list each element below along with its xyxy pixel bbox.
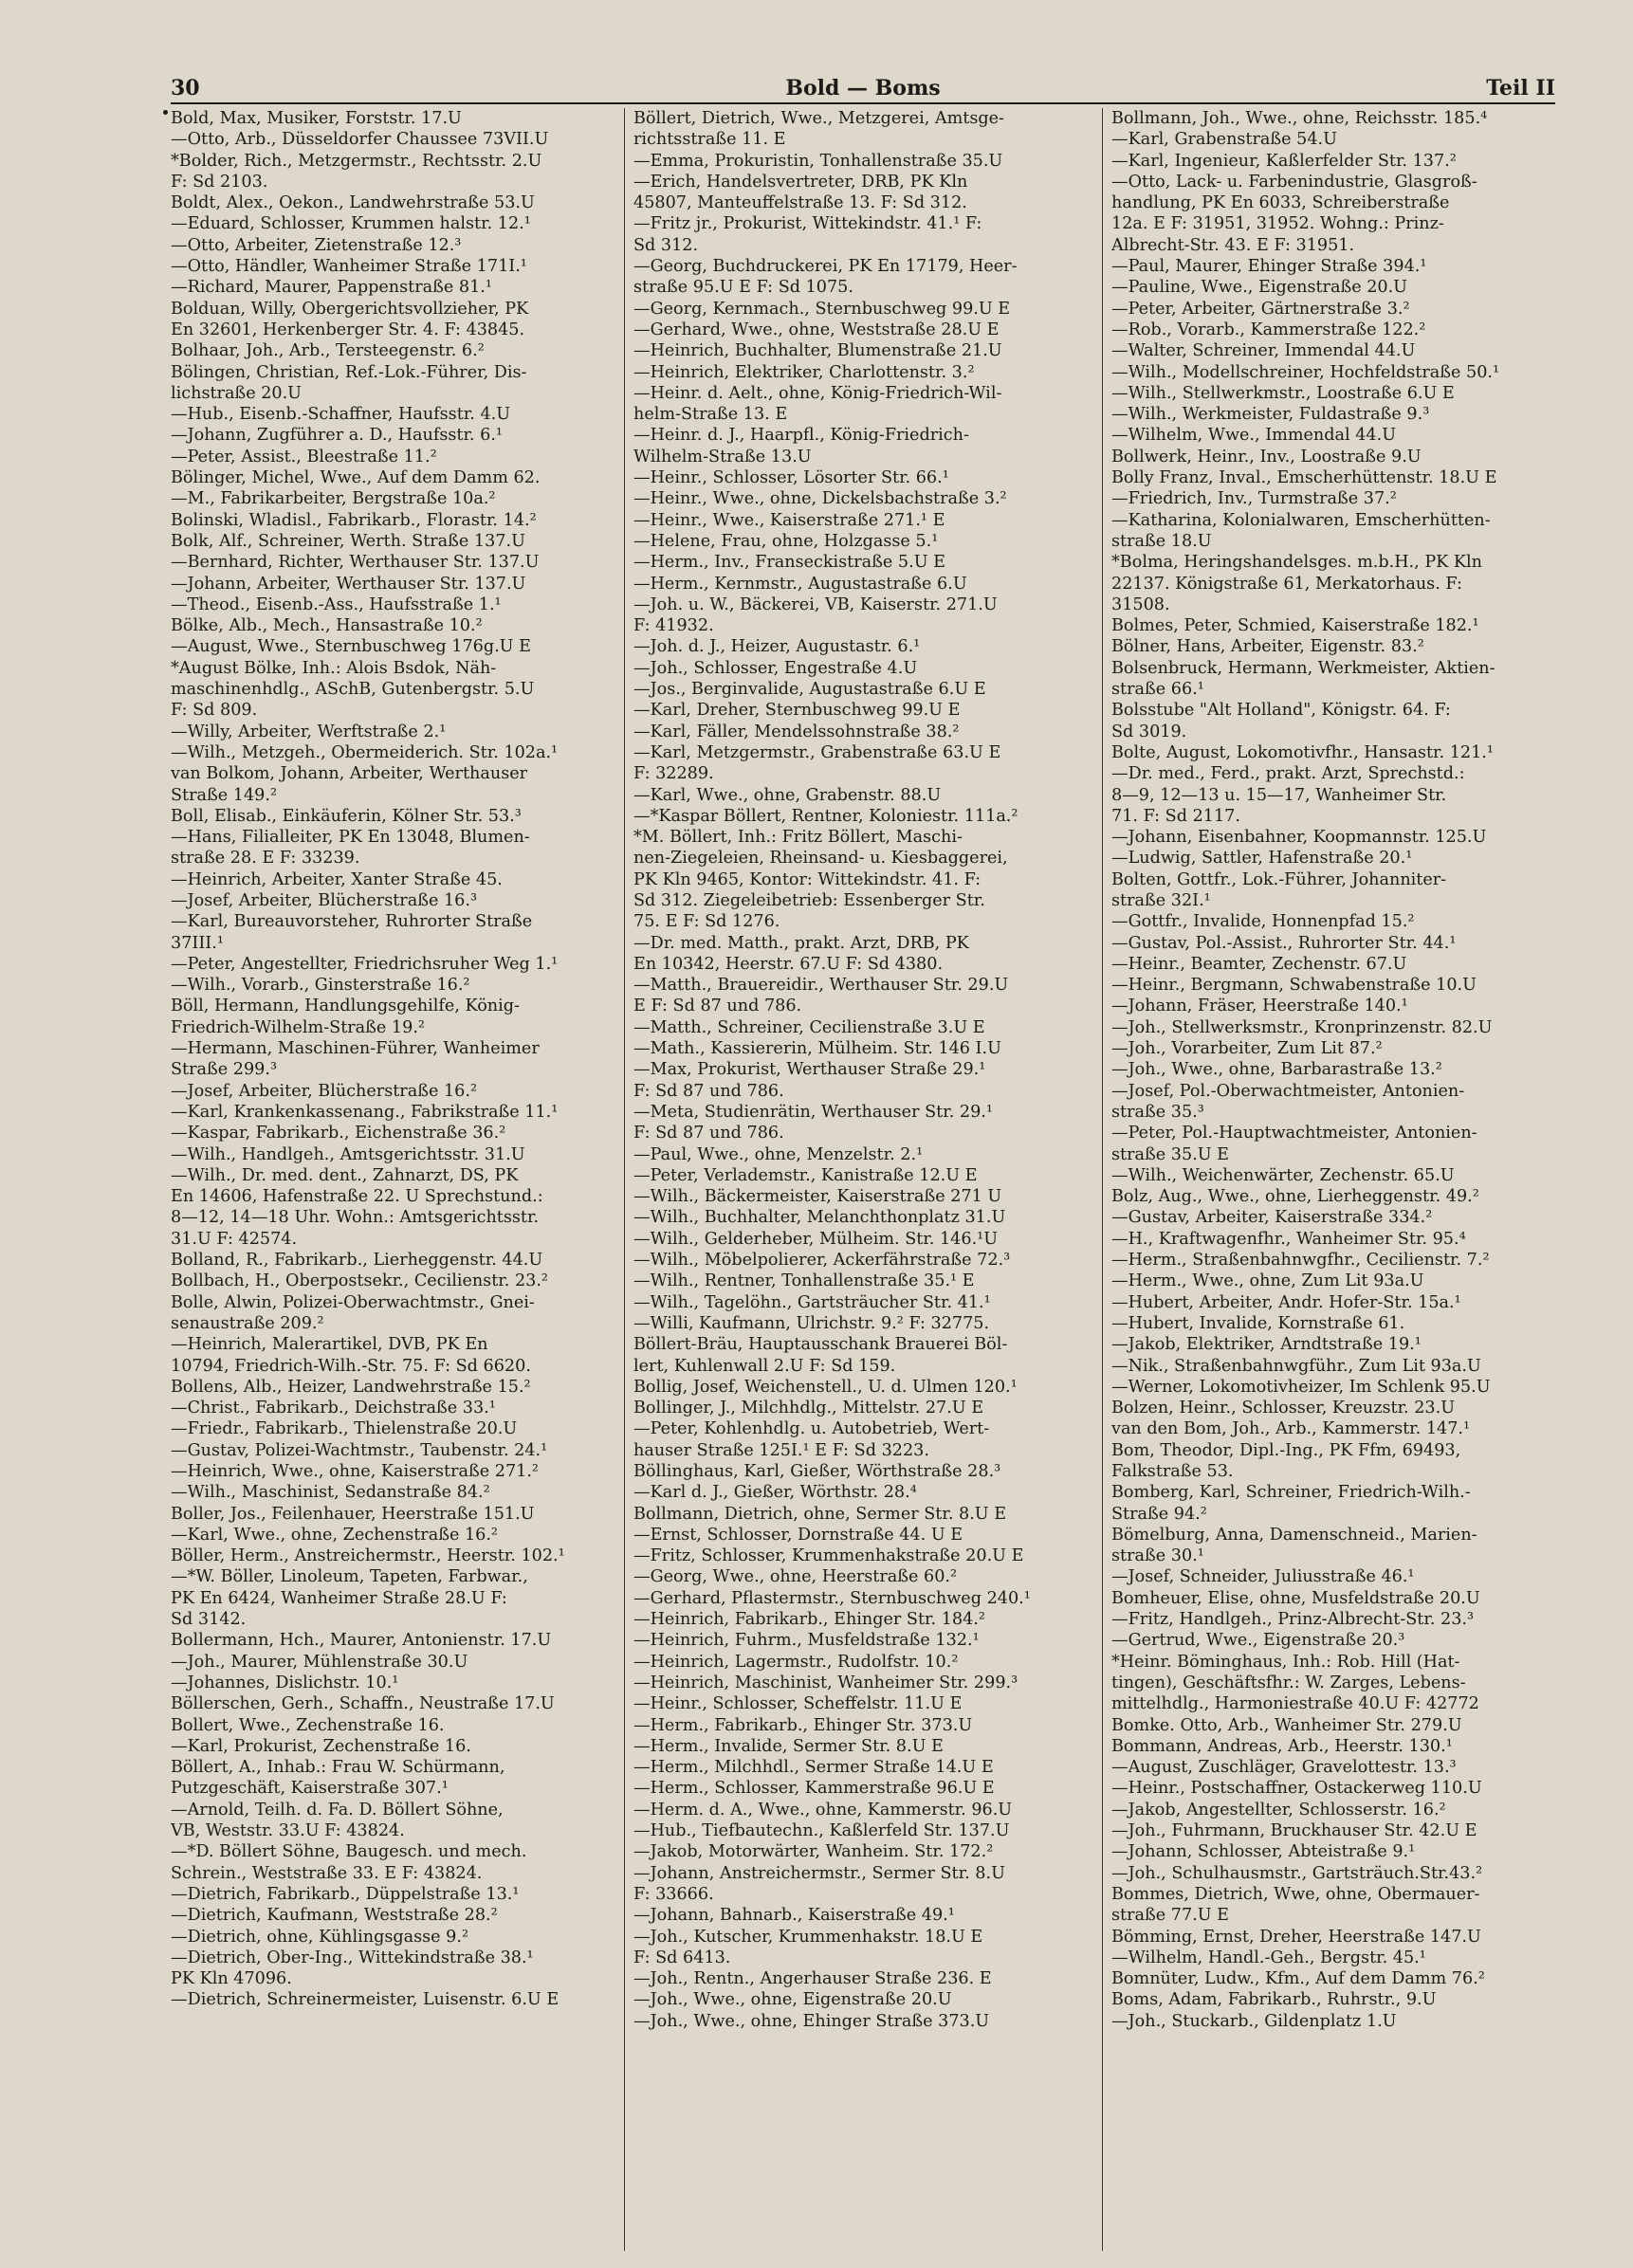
directory-line: —Theod., Eisenb.-Ass., Haufsstraße 1.¹ bbox=[171, 594, 502, 614]
directory-line: 8—12, 14—18 Uhr. Wohn.: Amtsgerichtsstr. bbox=[171, 1208, 540, 1228]
directory-line: —Johannes, Dislichstr. 10.¹ bbox=[171, 1673, 399, 1692]
directory-line: —Katharina, Kolonialwaren, Emscherhütten- bbox=[1111, 510, 1491, 530]
directory-line: —Matth., Schreiner, Cecilienstraße 3.U E bbox=[633, 1017, 985, 1037]
directory-line: —Wilhelm, Handl.-Geh., Bergstr. 45.¹ bbox=[1111, 1948, 1426, 1967]
directory-line: Boller, Jos., Feilenhauer, Heerstraße 151.U bbox=[171, 1504, 535, 1524]
directory-line: —Karl, Prokurist, Zechenstraße 16. bbox=[171, 1736, 471, 1756]
directory-line: F: 32289. bbox=[633, 764, 714, 784]
directory-line: Friedrich-Wilhelm-Straße 19.² bbox=[171, 1017, 425, 1037]
directory-line: —Georg, Kernmach., Sternbuschweg 99.U E bbox=[633, 299, 1011, 319]
directory-line: Bömelburg, Anna, Damenschneid., Marien- bbox=[1111, 1525, 1477, 1545]
directory-line: —Josef, Arbeiter, Blücherstraße 16.³ bbox=[171, 890, 477, 910]
directory-line: —Emma, Prokuristin, Tonhallenstraße 35.U bbox=[633, 151, 1003, 171]
directory-line: —Fritz, Schlosser, Krummenhakstraße 20.U E bbox=[633, 1546, 1024, 1566]
directory-line: —Herm., Straßenbahnwgfhr., Cecilienstr. 7.² bbox=[1111, 1251, 1490, 1271]
directory-line: —Heinrich, Maschinist, Wanheimer Str. 299.³ bbox=[633, 1673, 1018, 1692]
directory-line: E F: Sd 87 und 786. bbox=[633, 997, 802, 1016]
directory-line: —Otto, Arbeiter, Zietenstraße 12.³ bbox=[171, 235, 462, 255]
directory-line: van Bolkom, Johann, Arbeiter, Werthauser bbox=[171, 764, 528, 784]
directory-line: Falkstraße 53. bbox=[1111, 1462, 1234, 1481]
directory-line: —Wilh., Tagelöhn., Gartsträucher Str. 41.¹ bbox=[633, 1292, 991, 1312]
directory-line: —Josef, Pol.-Oberwachtmeister, Antonien- bbox=[1111, 1081, 1465, 1101]
directory-line: —Wilh., Maschinist, Sedanstraße 84.² bbox=[171, 1483, 490, 1503]
directory-line: —Joh., Schulhausmstr., Gartsträuch.Str.43.² bbox=[1111, 1863, 1483, 1883]
directory-line: 45807, Manteuffelstraße 13. F: Sd 312. bbox=[633, 193, 967, 213]
directory-line: —Karl, Fäller, Mendelssohnstraße 38.² bbox=[633, 722, 960, 741]
directory-line: Böllerschen, Gerh., Schaffn., Neustraße 17.U bbox=[171, 1694, 555, 1714]
directory-line: —Johann, Fräser, Heerstraße 140.¹ bbox=[1111, 997, 1408, 1016]
directory-line: —Joh., Wwe., ohne, Barbarastraße 13.² bbox=[1111, 1060, 1442, 1080]
directory-line: En 14606, Hafenstraße 22. U Sprechstund.: bbox=[171, 1187, 543, 1207]
directory-line: —Eduard, Schlosser, Krummen halstr. 12.¹ bbox=[171, 214, 531, 234]
directory-line: —Wilh., Rentner, Tonhallenstraße 35.¹ E bbox=[633, 1271, 975, 1291]
directory-line: *August Bölke, Inh.: Alois Bsdok, Näh- bbox=[171, 658, 497, 678]
directory-line: —Heinr. d. Aelt., ohne, König-Friedrich-Wil- bbox=[633, 383, 1002, 403]
directory-line: *M. Böllert, Inh.: Fritz Böllert, Maschi- bbox=[633, 828, 963, 848]
directory-line: —Karl, Ingenieur, Kaßlerfelder Str. 137.² bbox=[1111, 151, 1457, 171]
directory-line: Putzgeschäft, Kaiserstraße 307.¹ bbox=[171, 1779, 449, 1799]
directory-line: Bölingen, Christian, Ref.-Lok.-Führer, Dis- bbox=[171, 362, 527, 382]
directory-column-3 bbox=[1111, 108, 1557, 2253]
directory-line: Bölke, Alb., Mech., Hansastraße 10.² bbox=[171, 616, 483, 636]
directory-line: —Wilh., Buchhalter, Melanchthonplatz 31.U bbox=[633, 1208, 1006, 1228]
directory-line: —Gustav, Arbeiter, Kaiserstraße 334.² bbox=[1111, 1208, 1433, 1228]
directory-line: straße 32I.¹ bbox=[1111, 890, 1211, 910]
directory-line: Bölner, Hans, Arbeiter, Eigenstr. 83.² bbox=[1111, 637, 1424, 657]
directory-line: —Joh. d. J., Heizer, Augustastr. 6.¹ bbox=[633, 637, 921, 657]
directory-line: —Paul, Wwe., ohne, Menzelstr. 2.¹ bbox=[633, 1144, 924, 1164]
part-label: Teil II bbox=[1486, 76, 1555, 101]
directory-line: —Peter, Kohlenhdlg. u. Autobetrieb, Wert- bbox=[633, 1419, 990, 1439]
directory-line: —Josef, Arbeiter, Blücherstraße 16.² bbox=[171, 1081, 477, 1101]
directory-line: —Hermann, Maschinen-Führer, Wanheimer bbox=[171, 1039, 540, 1059]
directory-line: —Nik., Straßenbahnwgführ., Zum Lit 93a.U bbox=[1111, 1356, 1481, 1376]
directory-line: —Wilh., Bäckermeister, Kaiserstraße 271 U bbox=[633, 1187, 1002, 1207]
directory-line: PK Kln 9465, Kontor: Wittekindstr. 41. F: bbox=[633, 869, 982, 889]
directory-line: 8—9, 12—13 u. 15—17, Wanheimer Str. bbox=[1111, 785, 1447, 805]
directory-line: —Peter, Pol.-Hauptwachtmeister, Antonien- bbox=[1111, 1124, 1477, 1143]
directory-line: Böllinghaus, Karl, Gießer, Wörthstraße 28.³ bbox=[633, 1462, 1001, 1481]
directory-line: —Jos., Berginvalide, Augustastraße 6.U E bbox=[633, 680, 986, 700]
directory-line: Böllert-Bräu, Hauptausschank Brauerei Böl- bbox=[633, 1335, 1008, 1355]
directory-line: Bolinski, Wladisl., Fabrikarb., Florastr. 14.² bbox=[171, 510, 537, 530]
directory-line: —August, Zuschläger, Gravelottestr. 13.³ bbox=[1111, 1758, 1457, 1778]
directory-line: —Wilh., Modellschreiner, Hochfeldstraße 50.¹ bbox=[1111, 362, 1500, 382]
directory-line: Straße 299.³ bbox=[171, 1060, 278, 1080]
directory-line: —Joh., Fuhrmann, Bruckhauser Str. 42.U E bbox=[1111, 1821, 1477, 1841]
directory-line: —Hub., Tiefbautechn., Kaßlerfeld Str. 137.U bbox=[633, 1821, 1010, 1841]
directory-line: —Heinr., Schlosser, Scheffelstr. 11.U E bbox=[633, 1694, 963, 1714]
directory-line: —Paul, Maurer, Ehinger Straße 394.¹ bbox=[1111, 257, 1427, 277]
directory-line: —Johann, Anstreichermstr., Sermer Str. 8.U bbox=[633, 1863, 1005, 1883]
directory-line: Sd 3019. bbox=[1111, 722, 1187, 741]
directory-line: —Joh., Schlosser, Engestraße 4.U bbox=[633, 658, 918, 678]
directory-line: F: 33666. bbox=[633, 1884, 714, 1904]
column-divider bbox=[1102, 108, 1103, 2251]
directory-line: —Herm., Kernmstr., Augustastraße 6.U bbox=[633, 574, 967, 594]
directory-line: straße 35.U E bbox=[1111, 1144, 1229, 1164]
directory-line: —Heinrich, Buchhalter, Blumenstraße 21.U bbox=[633, 341, 1002, 361]
directory-line: —Wilh., Stellwerkmstr., Loostraße 6.U E bbox=[1111, 383, 1455, 403]
directory-line: —Fritz jr., Prokurist, Wittekindstr. 41.¹ F: bbox=[633, 214, 982, 234]
directory-line: —Hub., Eisenb.-Schaffner, Haufsstr. 4.U bbox=[171, 405, 511, 425]
directory-line: —Joh., Rentn., Angerhauser Straße 236. E bbox=[633, 1969, 992, 1989]
directory-line: Bolk, Alf., Schreiner, Werth. Straße 137.U bbox=[171, 531, 525, 551]
page-number: 30 bbox=[171, 76, 200, 101]
directory-line: —Heinrich, Lagermstr., Rudolfstr. 10.² bbox=[633, 1652, 959, 1672]
directory-line: —Herm., Invalide, Sermer Str. 8.U E bbox=[633, 1736, 944, 1756]
directory-line: 12a. E F: 31951, 31952. Wohng.: Prinz- bbox=[1111, 214, 1444, 234]
directory-line: —Erich, Handelsvertreter, DRB, PK Kln bbox=[633, 172, 968, 192]
directory-line: —Dietrich, ohne, Kühlingsgasse 9.² bbox=[171, 1927, 469, 1947]
directory-line: —Ernst, Schlosser, Dornstraße 44. U E bbox=[633, 1525, 963, 1545]
directory-line: Böllert, A., Inhab.: Frau W. Schürmann, bbox=[171, 1758, 505, 1778]
directory-line: —Josef, Schneider, Juliusstraße 46.¹ bbox=[1111, 1567, 1415, 1587]
directory-line: —Georg, Buchdruckerei, PK En 17179, Heer- bbox=[633, 257, 1018, 277]
directory-line: —Gerhard, Wwe., ohne, Weststraße 28.U E bbox=[633, 320, 1000, 339]
directory-line: Bölinger, Michel, Wwe., Auf dem Damm 62. bbox=[171, 468, 541, 488]
directory-line: —Peter, Arbeiter, Gärtnerstraße 3.² bbox=[1111, 299, 1410, 319]
directory-line: —Georg, Wwe., ohne, Heerstraße 60.² bbox=[633, 1567, 958, 1587]
directory-line: Wilhelm-Straße 13.U bbox=[633, 447, 812, 466]
directory-line: —Jakob, Motorwärter, Wanheim. Str. 172.² bbox=[633, 1842, 994, 1862]
directory-line: —Otto, Arb., Düsseldorfer Chaussee 73VII.U bbox=[171, 130, 549, 150]
directory-line: Bolsstube "Alt Holland", Königstr. 64. F: bbox=[1111, 701, 1451, 721]
directory-line: —Wilh., Vorarb., Ginsterstraße 16.² bbox=[171, 976, 470, 996]
directory-line: —Heinr., Postschaffner, Ostackerweg 110.U bbox=[1111, 1779, 1482, 1799]
directory-line: straße 18.U bbox=[1111, 531, 1212, 551]
directory-line: En 10342, Heerstr. 67.U F: Sd 4380. bbox=[633, 954, 944, 974]
directory-line: —Karl, Wwe., ohne, Zechenstraße 16.² bbox=[171, 1525, 498, 1545]
directory-line: En 32601, Herkenberger Str. 4. F: 43845. bbox=[171, 320, 525, 339]
directory-line: mittelhdlg., Harmoniestraße 40.U F: 42772 bbox=[1111, 1694, 1479, 1714]
directory-line: —Max, Prokurist, Werthauser Straße 29.¹ bbox=[633, 1060, 986, 1080]
directory-line: Bollermann, Hch., Maurer, Antonienstr. 17.U bbox=[171, 1631, 552, 1651]
directory-line: straße 77.U E bbox=[1111, 1906, 1229, 1926]
directory-line: Bom, Theodor, Dipl.-Ing., PK Ffm, 69493, bbox=[1111, 1440, 1461, 1460]
directory-line: Böll, Hermann, Handlungsgehilfe, König- bbox=[171, 997, 520, 1016]
directory-line: 31508. bbox=[1111, 594, 1170, 614]
directory-line: —August, Wwe., Sternbuschweg 176g.U E bbox=[171, 637, 531, 657]
directory-line: Böllert, Dietrich, Wwe., Metzgerei, Amtsge- bbox=[633, 109, 1004, 128]
directory-line: —Karl, Wwe., ohne, Grabenstr. 88.U bbox=[633, 785, 942, 805]
directory-line: —Hans, Filialleiter, PK En 13048, Blumen- bbox=[171, 828, 530, 848]
directory-line: —Dietrich, Fabrikarb., Düppelstraße 13.¹ bbox=[171, 1884, 520, 1904]
directory-line: Straße 149.² bbox=[171, 785, 278, 805]
directory-line: Bold, Max, Musiker, Forststr. 17.U bbox=[171, 109, 462, 128]
directory-line: 31.U F: 42574. bbox=[171, 1229, 298, 1249]
directory-line: Bollinger, J., Milchhdlg., Mittelstr. 27.U E bbox=[633, 1399, 984, 1418]
directory-line: Sd 3142. bbox=[171, 1610, 247, 1630]
directory-line: F: 41932. bbox=[633, 616, 714, 636]
directory-line: PK En 6424, Wanheimer Straße 28.U F: bbox=[171, 1588, 507, 1608]
directory-line: —Heinrich, Wwe., ohne, Kaiserstraße 271.² bbox=[171, 1462, 539, 1481]
directory-line: Boll, Elisab., Einkäuferin, Kölner Str. 53.³ bbox=[171, 806, 522, 826]
directory-line: Bömming, Ernst, Dreher, Heerstraße 147.U bbox=[1111, 1927, 1481, 1947]
directory-line: —Hubert, Arbeiter, Andr. Hofer-Str. 15a.¹ bbox=[1111, 1292, 1461, 1312]
directory-line: —Heinr., Schlosser, Lösorter Str. 66.¹ bbox=[633, 468, 949, 488]
directory-line: —Richard, Maurer, Pappenstraße 81.¹ bbox=[171, 278, 492, 298]
directory-line: —Gerhard, Pflastermstr., Sternbuschweg 240.¹ bbox=[633, 1588, 1031, 1608]
directory-line: —Jakob, Elektriker, Arndtstraße 19.¹ bbox=[1111, 1335, 1422, 1355]
directory-line: —Peter, Angestellter, Friedrichsruher Weg 1.¹ bbox=[171, 954, 559, 974]
directory-line: —Ludwig, Sattler, Hafenstraße 20.¹ bbox=[1111, 849, 1413, 869]
directory-line: —Matth., Brauereidir., Werthauser Str. 29.U bbox=[633, 976, 1009, 996]
directory-line: —Joh., Wwe., ohne, Ehinger Straße 373.U bbox=[633, 2011, 990, 2031]
directory-line: —Heinrich, Malerartikel, DVB, PK En bbox=[171, 1335, 488, 1355]
directory-line: Bommes, Dietrich, Wwe, ohne, Obermauer- bbox=[1111, 1884, 1480, 1904]
directory-line: Boms, Adam, Fabrikarb., Ruhrstr., 9.U bbox=[1111, 1990, 1437, 2010]
directory-line: Bolzen, Heinr., Schlosser, Kreuzstr. 23.U bbox=[1111, 1399, 1456, 1418]
directory-line: —Otto, Lack- u. Farbenindustrie, Glasgroß- bbox=[1111, 172, 1477, 192]
directory-line: 37III.¹ bbox=[171, 933, 224, 953]
directory-line: —Karl, Krankenkassenang., Fabrikstraße 11.¹ bbox=[171, 1102, 559, 1122]
directory-line: —Johann, Bahnarb., Kaiserstraße 49.¹ bbox=[633, 1906, 955, 1926]
directory-line: —Herm., Milchhdl., Sermer Straße 14.U E bbox=[633, 1758, 994, 1778]
directory-line: —Gertrud, Wwe., Eigenstraße 20.³ bbox=[1111, 1631, 1405, 1651]
directory-line: —Dietrich, Kaufmann, Weststraße 28.² bbox=[171, 1906, 498, 1926]
directory-line: *Bolder, Rich., Metzgermstr., Rechtsstr. 2.U bbox=[171, 151, 542, 171]
directory-column-1 bbox=[171, 108, 615, 2253]
directory-line: —*D. Böllert Söhne, Baugesch. und mech. bbox=[171, 1842, 527, 1862]
directory-line: —Bernhard, Richter, Werthauser Str. 137.U bbox=[171, 553, 540, 573]
directory-line: van den Bom, Joh., Arb., Kammerstr. 147.¹ bbox=[1111, 1419, 1471, 1439]
directory-line: —Wilh., Handlgeh., Amtsgerichtsstr. 31.U bbox=[171, 1144, 525, 1164]
directory-line: Bolten, Gottfr., Lok.-Führer, Johanniter- bbox=[1111, 869, 1447, 889]
directory-line: Albrecht-Str. 43. E F: 31951. bbox=[1111, 235, 1355, 255]
directory-line: —Heinrich, Fuhrm., Musfeldstraße 132.¹ bbox=[633, 1631, 980, 1651]
directory-line: Bolte, August, Lokomotivfhr., Hansastr. 121.¹ bbox=[1111, 742, 1494, 762]
directory-line: Boldt, Alex., Oekon., Landwehrstraße 53.U bbox=[171, 193, 535, 213]
directory-line: —Joh., Kutscher, Krummenhakstr. 18.U E bbox=[633, 1927, 983, 1947]
directory-line: Sd 312. Ziegeleibetrieb: Essenberger Str. bbox=[633, 890, 985, 910]
directory-line: —Christ., Fabrikarb., Deichstraße 33.¹ bbox=[171, 1399, 496, 1418]
directory-line: —Joh., Stellwerksmstr., Kronprinzenstr. 82.U bbox=[1111, 1017, 1493, 1037]
directory-line: —Heinr., Wwe., ohne, Dickelsbachstraße 3.² bbox=[633, 489, 1007, 509]
directory-line: —Dr. med. Matth., prakt. Arzt, DRB, PK bbox=[633, 933, 969, 953]
directory-line: Bollens, Alb., Heizer, Landwehrstraße 15.² bbox=[171, 1377, 531, 1397]
directory-line: —Johann, Arbeiter, Werthauser Str. 137.U bbox=[171, 574, 526, 594]
directory-line: —Arnold, Teilh. d. Fa. D. Böllert Söhne, bbox=[171, 1800, 504, 1820]
directory-line: —Heinr. d. J., Haarpfl., König-Friedrich- bbox=[633, 426, 969, 446]
directory-line: —Joh., Vorarbeiter, Zum Lit 87.² bbox=[1111, 1039, 1383, 1059]
directory-line: Bomberg, Karl, Schreiner, Friedrich-Wilh.- bbox=[1111, 1483, 1471, 1503]
directory-line: Bolle, Alwin, Polizei-Oberwachtmstr., Gnei- bbox=[171, 1292, 535, 1312]
directory-line: —*Kaspar Böllert, Rentner, Koloniestr. 111a.² bbox=[633, 806, 1018, 826]
directory-line: Bolduan, Willy, Obergerichtsvollzieher, PK bbox=[171, 299, 529, 319]
directory-line: F: Sd 809. bbox=[171, 701, 258, 721]
directory-column-2 bbox=[633, 108, 1092, 2253]
directory-line: richtsstraße 11. E bbox=[633, 130, 786, 150]
directory-line: —Jakob, Angestellter, Schlosserstr. 16.² bbox=[1111, 1800, 1446, 1820]
directory-line: Böller, Herm., Anstreichermstr., Heerstr. 102.¹ bbox=[171, 1546, 565, 1566]
directory-line: lichstraße 20.U bbox=[171, 383, 303, 403]
directory-line: —Walter, Schreiner, Immendal 44.U bbox=[1111, 341, 1416, 361]
directory-line: —Karl, Bureauvorsteher, Ruhrorter Straße bbox=[171, 912, 533, 932]
directory-line: —Joh., Wwe., ohne, Eigenstraße 20.U bbox=[633, 1990, 952, 2010]
directory-line: 10794, Friedrich-Wilh.-Str. 75. F: Sd 6620. bbox=[171, 1356, 531, 1376]
directory-line: —Heinr., Wwe., Kaiserstraße 271.¹ E bbox=[633, 510, 945, 530]
directory-line: senaustraße 209.² bbox=[171, 1313, 324, 1333]
directory-line: F: Sd 87 und 786. bbox=[633, 1081, 784, 1101]
directory-line: *Heinr. Böminghaus, Inh.: Rob. Hill (Hat- bbox=[1111, 1652, 1460, 1672]
directory-line: —Kaspar, Fabrikarb., Eichenstraße 36.² bbox=[171, 1124, 506, 1143]
directory-line: —Willy, Arbeiter, Werftstraße 2.¹ bbox=[171, 722, 447, 741]
directory-line: 71. F: Sd 2117. bbox=[1111, 806, 1240, 826]
directory-line: —Pauline, Wwe., Eigenstraße 20.U bbox=[1111, 278, 1408, 298]
directory-line: 75. E F: Sd 1276. bbox=[633, 912, 780, 932]
directory-line: Bolsenbruck, Hermann, Werkmeister, Aktien- bbox=[1111, 658, 1495, 678]
directory-line: 22137. Königstraße 61, Merkatorhaus. F: bbox=[1111, 574, 1462, 594]
page-header bbox=[171, 76, 1555, 101]
directory-line: Bolhaar, Joh., Arb., Tersteegenstr. 6.² bbox=[171, 341, 485, 361]
directory-line: tingen), Geschäftsfhr.: W. Zarges, Lebens- bbox=[1111, 1673, 1466, 1692]
directory-line: straße 28. E F: 33239. bbox=[171, 849, 360, 869]
directory-line: F: Sd 2103. bbox=[171, 172, 268, 192]
directory-line: *Bolma, Heringshandelsges. m.b.H., PK Kln bbox=[1111, 553, 1483, 573]
directory-line: —Herm. d. A., Wwe., ohne, Kammerstr. 96.U bbox=[633, 1800, 1013, 1820]
directory-line: straße 95.U E F: Sd 1075. bbox=[633, 278, 853, 298]
directory-line: —Friedrich, Inv., Turmstraße 37.² bbox=[1111, 489, 1397, 509]
directory-line: lert, Kuhlenwall 2.U F: Sd 159. bbox=[633, 1356, 896, 1376]
directory-line: —Joh., Stuckarb., Gildenplatz 1.U bbox=[1111, 2011, 1397, 2031]
directory-line: —Helene, Frau, ohne, Holzgasse 5.¹ bbox=[633, 531, 939, 551]
directory-line: —Heinrich, Arbeiter, Xanter Straße 45. bbox=[171, 869, 503, 889]
directory-line: Bolz, Aug., Wwe., ohne, Lierheggenstr. 49.² bbox=[1111, 1187, 1479, 1207]
directory-line: —Hubert, Invalide, Kornstraße 61. bbox=[1111, 1313, 1405, 1333]
running-head: Bold — Boms bbox=[785, 76, 941, 101]
directory-line: —Joh., Maurer, Mühlenstraße 30.U bbox=[171, 1652, 468, 1672]
directory-line: Bolmes, Peter, Schmied, Kaiserstraße 182.¹ bbox=[1111, 616, 1479, 636]
directory-line: —Wilh., Metzgeh., Obermeiderich. Str. 102a.¹ bbox=[171, 742, 559, 762]
directory-line: Bomke. Otto, Arb., Wanheimer Str. 279.U bbox=[1111, 1715, 1462, 1735]
directory-line: —Johann, Schlosser, Abteistraße 9.¹ bbox=[1111, 1842, 1416, 1862]
directory-line: —Karl, Dreher, Sternbuschweg 99.U E bbox=[633, 701, 961, 721]
directory-line: Straße 94.² bbox=[1111, 1504, 1207, 1524]
directory-line: VB, Weststr. 33.U F: 43824. bbox=[171, 1821, 405, 1841]
directory-line: —Wilh., Gelderheber, Mülheim. Str. 146.¹U bbox=[633, 1229, 999, 1249]
directory-line: —Herm., Inv., Franseckistraße 5.U E bbox=[633, 553, 945, 573]
header-rule bbox=[171, 102, 1555, 104]
directory-line: —Heinr., Bergmann, Schwabenstraße 10.U bbox=[1111, 976, 1477, 996]
directory-line: —Fritz, Handlgeh., Prinz-Albrecht-Str. 23.³ bbox=[1111, 1610, 1475, 1630]
directory-line: —Wilh., Weichenwärter, Zechenstr. 65.U bbox=[1111, 1165, 1455, 1185]
directory-line: —Johann, Zugführer a. D., Haufsstr. 6.¹ bbox=[171, 426, 503, 446]
directory-line: straße 66.¹ bbox=[1111, 680, 1204, 700]
directory-line: —H., Kraftwagenfhr., Wanheimer Str. 95.⁴ bbox=[1111, 1229, 1466, 1249]
directory-line: —Dietrich, Ober-Ing., Wittekindstraße 38.¹ bbox=[171, 1948, 534, 1967]
directory-line: F: Sd 87 und 786. bbox=[633, 1124, 784, 1143]
directory-line: —Peter, Assist., Bleestraße 11.² bbox=[171, 447, 437, 466]
directory-line: Bollbach, H., Oberpostsekr., Cecilienstr. 23.² bbox=[171, 1271, 548, 1291]
directory-line: PK Kln 47096. bbox=[171, 1969, 292, 1989]
directory-line: helm-Straße 13. E bbox=[633, 405, 788, 425]
directory-line: —Heinr., Beamter, Zechenstr. 67.U bbox=[1111, 954, 1407, 974]
directory-line: Bollig, Josef, Weichenstell., U. d. Ulmen 120.¹ bbox=[633, 1377, 1018, 1397]
directory-line: —Dr. med., Ferd., prakt. Arzt, Sprechstd.: bbox=[1111, 764, 1465, 784]
directory-line: —Dietrich, Schreinermeister, Luisenstr. 6.U E bbox=[171, 1990, 560, 2010]
directory-line: —Rob., Vorarb., Kammerstraße 122.² bbox=[1111, 320, 1426, 339]
directory-line: —Herm., Wwe., ohne, Zum Lit 93a.U bbox=[1111, 1271, 1424, 1291]
directory-line: —Herm., Fabrikarb., Ehinger Str. 373.U bbox=[633, 1715, 973, 1735]
directory-line: maschinenhdlg., ASchB, Gutenbergstr. 5.U bbox=[171, 680, 535, 700]
directory-line: F: Sd 6413. bbox=[633, 1948, 731, 1967]
print-speck bbox=[163, 110, 168, 115]
directory-line: handlung, PK En 6033, Schreiberstraße bbox=[1111, 193, 1450, 213]
directory-line: —Meta, Studienrätin, Werthauser Str. 29.¹ bbox=[633, 1102, 993, 1122]
directory-line: Bomnüter, Ludw., Kfm., Auf dem Damm 76.² bbox=[1111, 1969, 1485, 1989]
directory-line: —Math., Kassiererin, Mülheim. Str. 146 I.U bbox=[633, 1039, 1001, 1059]
directory-line: —Joh. u. W., Bäckerei, VB, Kaiserstr. 271.U bbox=[633, 594, 998, 614]
directory-line: —Johann, Eisenbahner, Koopmannstr. 125.U bbox=[1111, 828, 1487, 848]
directory-line: —Karl, Grabenstraße 54.U bbox=[1111, 130, 1337, 150]
directory-line: Bollert, Wwe., Zechenstraße 16. bbox=[171, 1715, 445, 1735]
directory-line: —Willi, Kaufmann, Ulrichstr. 9.² F: 32775. bbox=[633, 1313, 990, 1333]
directory-line: Sd 312. bbox=[633, 235, 699, 255]
directory-line: —Friedr., Fabrikarb., Thielenstraße 20.U bbox=[171, 1419, 518, 1439]
directory-line: —Wilhelm, Wwe., Immendal 44.U bbox=[1111, 426, 1397, 446]
directory-line: Bomheuer, Elise, ohne, Musfeldstraße 20.U bbox=[1111, 1588, 1480, 1608]
directory-line: nen-Ziegeleien, Rheinsand- u. Kiesbaggerei, bbox=[633, 849, 1008, 869]
directory-line: —Wilh., Dr. med. dent., Zahnarzt, DS, PK bbox=[171, 1165, 519, 1185]
directory-line: Bommann, Andreas, Arb., Heerstr. 130.¹ bbox=[1111, 1736, 1453, 1756]
directory-line: straße 35.³ bbox=[1111, 1102, 1204, 1122]
directory-line: —Peter, Verlademstr., Kanistraße 12.U E bbox=[633, 1165, 978, 1185]
directory-line: straße 30.¹ bbox=[1111, 1546, 1204, 1566]
directory-line: Bollwerk, Heinr., Inv., Loostraße 9.U bbox=[1111, 447, 1422, 466]
column-divider bbox=[624, 108, 625, 2251]
directory-line: —Heinrich, Elektriker, Charlottenstr. 3.² bbox=[633, 362, 975, 382]
directory-line: —Wilh., Möbelpolierer, Ackerfährstraße 72.³ bbox=[633, 1251, 1011, 1271]
directory-line: Bollmann, Dietrich, ohne, Sermer Str. 8.U E bbox=[633, 1504, 1007, 1524]
directory-line: —Gustav, Polizei-Wachtmstr., Taubenstr. 24.¹ bbox=[171, 1440, 548, 1460]
directory-line: —Wilh., Werkmeister, Fuldastraße 9.³ bbox=[1111, 405, 1430, 425]
directory-line: —Gottfr., Invalide, Honnenpfad 15.² bbox=[1111, 912, 1415, 932]
directory-line: —Otto, Händler, Wanheimer Straße 171I.¹ bbox=[171, 257, 527, 277]
directory-line: Bolly Franz, Inval., Emscherhüttenstr. 18.U E bbox=[1111, 468, 1497, 488]
directory-line: —Karl d. J., Gießer, Wörthstr. 28.⁴ bbox=[633, 1483, 917, 1503]
directory-line: —M., Fabrikarbeiter, Bergstraße 10a.² bbox=[171, 489, 496, 509]
directory-line: —Heinrich, Fabrikarb., Ehinger Str. 184.² bbox=[633, 1610, 985, 1630]
directory-line: —Karl, Metzgermstr., Grabenstraße 63.U E bbox=[633, 742, 1001, 762]
directory-line: —*W. Böller, Linoleum, Tapeten, Farbwar., bbox=[171, 1567, 528, 1587]
directory-line: —Werner, Lokomotivheizer, Im Schlenk 95.U bbox=[1111, 1377, 1491, 1397]
directory-line: —Gustav, Pol.-Assist., Ruhrorter Str. 44.¹ bbox=[1111, 933, 1457, 953]
directory-line: —Herm., Schlosser, Kammerstraße 96.U E bbox=[633, 1779, 995, 1799]
directory-line: Bollmann, Joh., Wwe., ohne, Reichsstr. 185.⁴ bbox=[1111, 109, 1488, 128]
directory-line: Bolland, R., Fabrikarb., Lierheggenstr. 44.U bbox=[171, 1251, 543, 1271]
directory-line: Schrein., Weststraße 33. E F: 43824. bbox=[171, 1863, 483, 1883]
directory-line: hauser Straße 125I.¹ E F: Sd 3223. bbox=[633, 1440, 929, 1460]
